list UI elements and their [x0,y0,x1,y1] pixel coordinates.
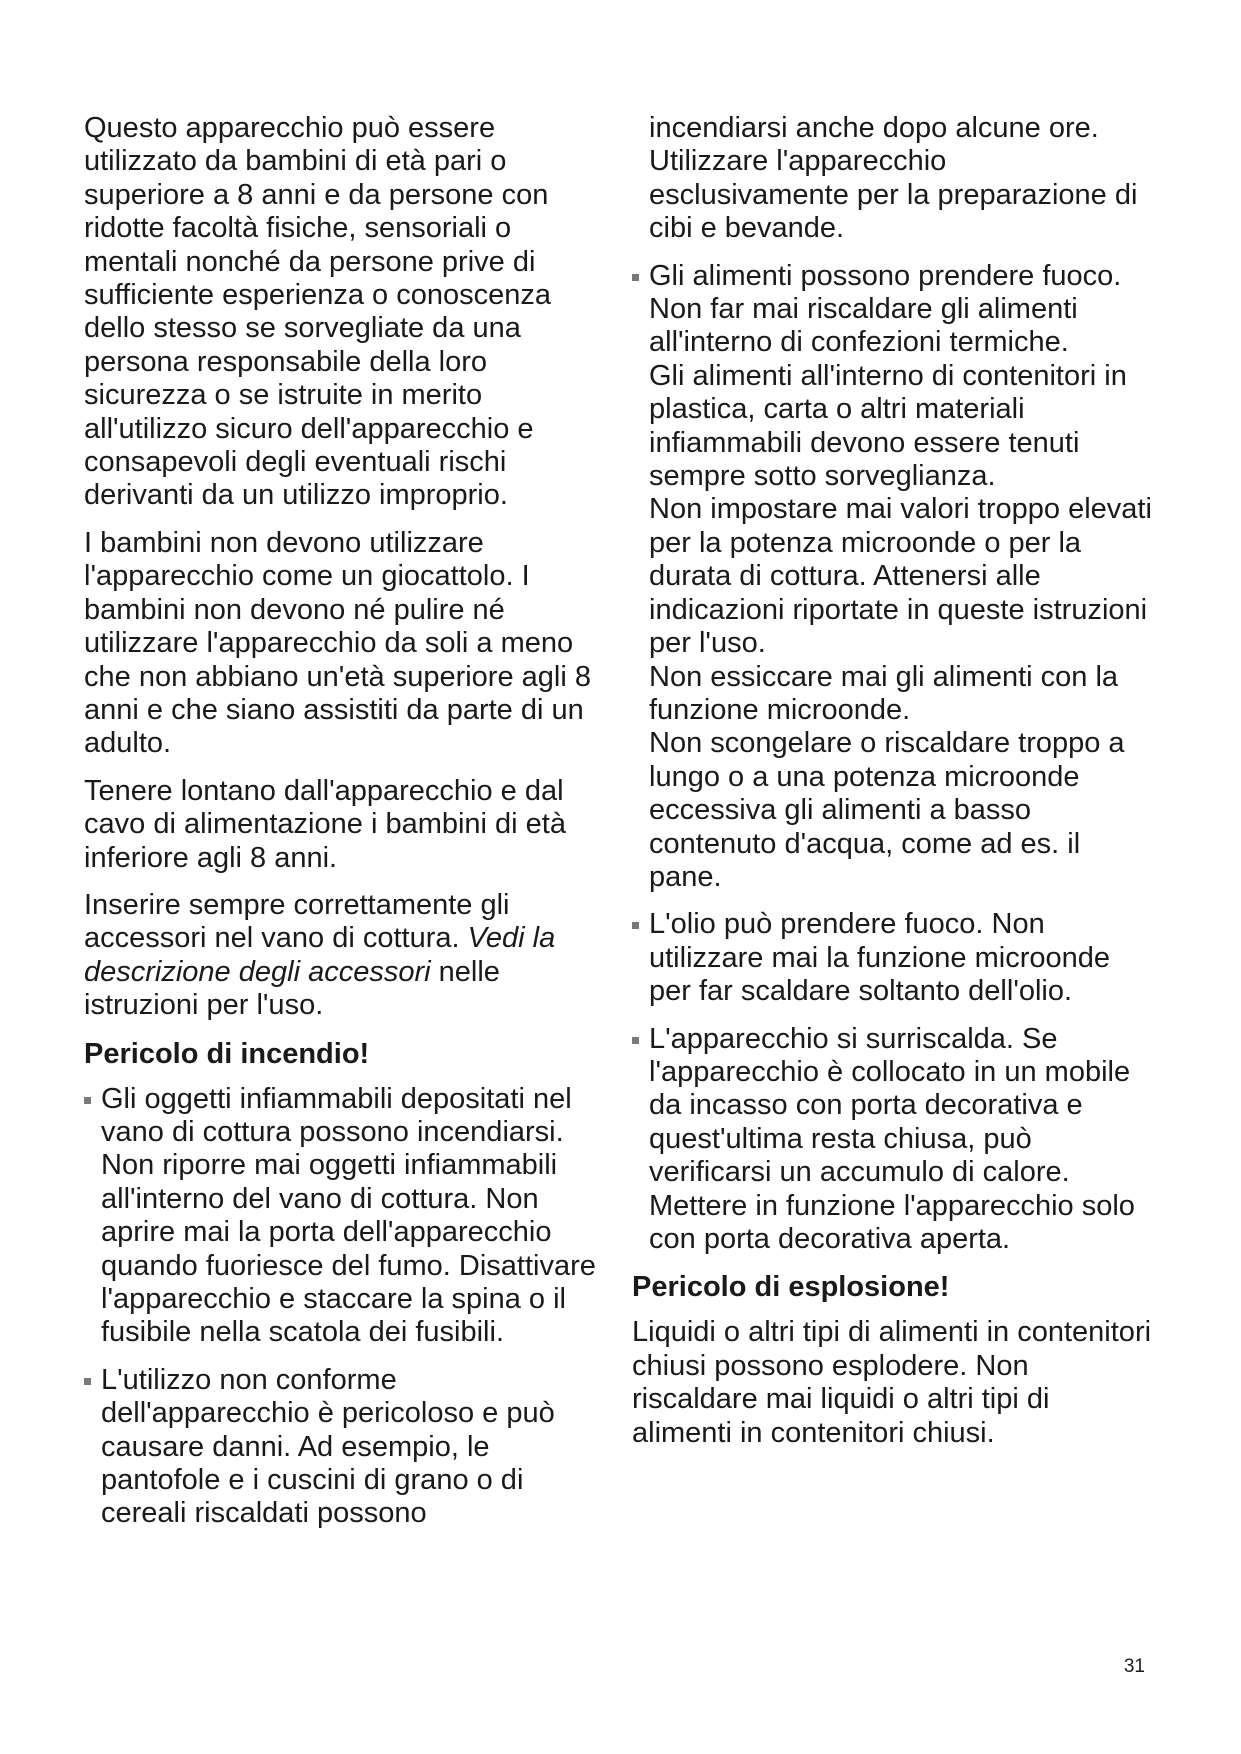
left-column [84,112,604,1545]
heading-explosion-danger: Pericolo di esplosione! [632,1271,950,1304]
paragraph-continuation: incendiarsi anche dopo alcune ore. Utilizzare l'apparecchio esclusivamente per la preparazione di cibi e bevande. [649,112,1138,245]
accessories-text-start: Inserire sempre correttamente gli accessori nel vano di cottura. [84,888,510,955]
fire-bullet-list-continued [632,260,1152,1257]
bullet-square-icon [632,1037,639,1044]
paragraph-children-distance: Tenere lontano dall'apparecchio e dal cavo di alimentazione i bambini di età inferiore agli 8 anni. [84,774,566,874]
bullet-flammable-objects: Gli oggetti infiammabili depositati nel vano di cottura possono incendiarsi. Non riporre mai oggetti infiammabili all'interno del vano di cottura. Non aprire mai la porta dell'apparecchio quando fuoriesce del fumo. Disattivare l'apparecchio e staccare la spina o il fusibile nella scatola dei fusibili. [84,1083,604,1350]
bullet-square-icon [84,1378,91,1385]
page-number: 31 [1123,1656,1145,1677]
fire-bullet-list [84,1083,604,1531]
accessories-text-end: nelle istruzioni per l'uso. [84,955,500,1022]
bullet-overheating: L'apparecchio si surriscalda. Se l'apparecchio è collocato in un mobile da incasso con porta decorativa e quest'ultima resta chiusa, può verificarsi un accumulo di calore. Mettere in funzione l'apparecchio solo con porta decorativa aperta. [632,1023,1152,1257]
bullet-oil-fire: L'olio può prendere fuoco. Non utilizzare mai la funzione microonde per far scaldare soltanto dell'olio. [632,908,1152,1008]
bullet-improper-use: L'utilizzo non conforme dell'apparecchio è pericoloso e può causare danni. Ad esempio, le pantofole e i cuscini di grano o di cereali riscaldati possono [84,1364,604,1531]
bullet-square-icon [632,922,639,929]
heading-fire-danger: Pericolo di incendio! [84,1037,370,1070]
bullet-food-fire: Gli alimenti possono prendere fuoco. Non far mai riscaldare gli alimenti all'interno di confezioni termiche. Gli alimenti all'interno di contenitori in plastica, carta o altri materiali infiammabili devono essere tenuti sempre sotto sorveglianza. Non impostare mai valori troppo elevati per la potenza microonde o per la durata di cottura. Attenersi alle indicazioni riportate in queste istruzioni per l'uso. Non essiccare mai gli alimenti con la funzione microonde. Non scongelare o riscaldare troppo a lungo o a una potenza microonde eccessiva gli alimenti a basso contenuto d'acqua, come ad es. il pane. [632,260,1152,895]
paragraph-explosion: Liquidi o altri tipi di alimenti in contenitori chiusi possono esplodere. Non riscaldare mai liquidi o altri tipi di alimenti in contenitori chiusi. [632,1316,1152,1449]
paragraph-children-usage: Questo apparecchio può essere utilizzato da bambini di età pari o superiore a 8 anni e da persone con ridotte facoltà fisiche, sensoriali o mentali nonché da persone prive di sufficiente esperienza o conoscenza dello stesso se sorvegliate da una persona responsabile della loro sicurezza o se istruite in merito all'utilizzo sicuro dell'apparecchio e consapevoli degli eventuali rischi derivanti da un utilizzo improprio. [84,112,551,512]
bullet-square-icon [632,274,639,281]
paragraph-accessories [84,889,604,1023]
accessories-reference: Vedi la descrizione degli accessori [84,922,556,988]
right-column [632,112,1152,1464]
bullet-square-icon [84,1097,91,1104]
paragraph-children-play: I bambini non devono utilizzare l'apparecchio come un giocattolo. I bambini non devono né pulire né utilizzare l'apparecchio da soli a meno che non abbiano un'età superiore agli 8 anni e che siano assistiti da parte di un adulto. [84,526,591,760]
